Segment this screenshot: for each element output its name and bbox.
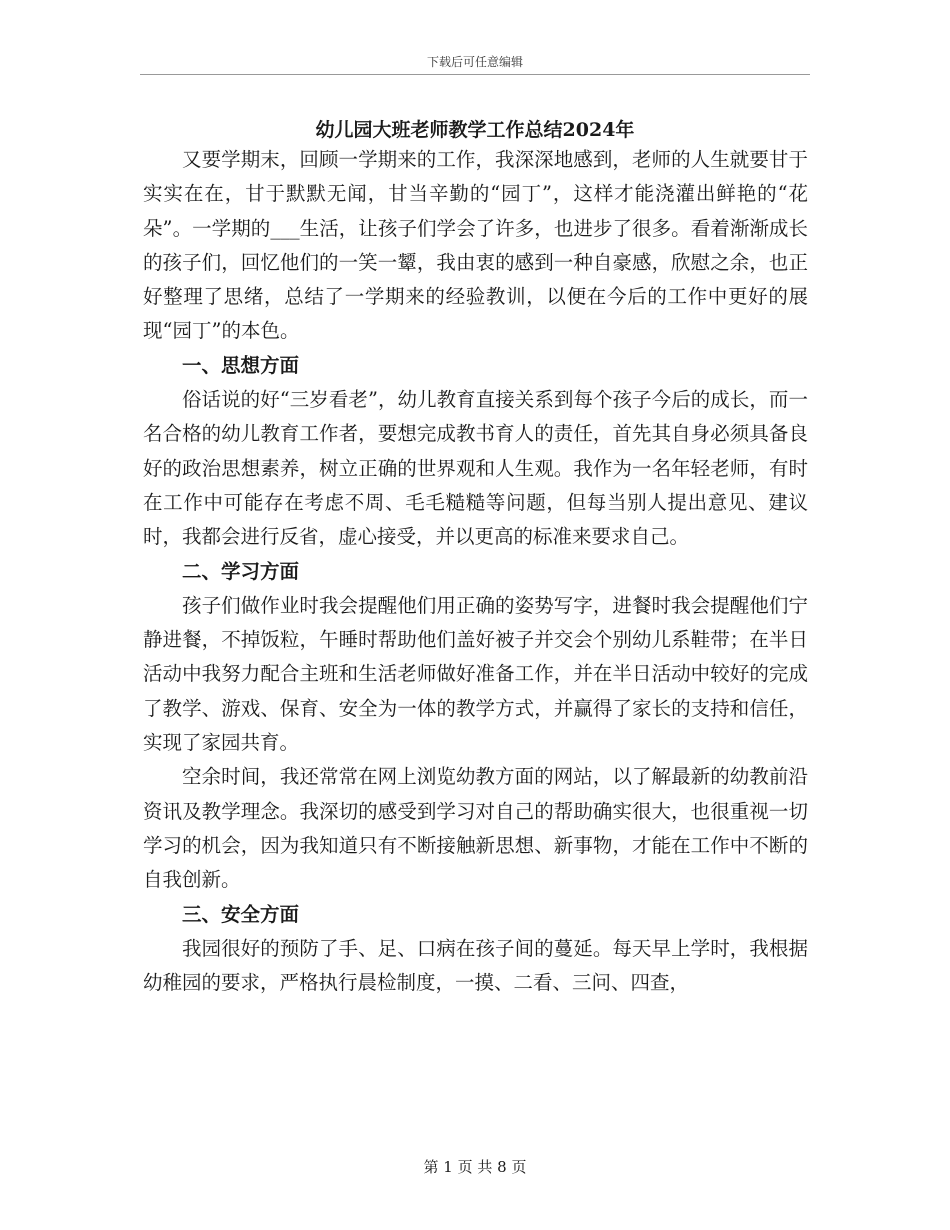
header-divider xyxy=(140,74,810,75)
section-paragraph: 我园很好的预防了手、足、口病在孩子间的蔓延。每天早上学时，我根据幼稚园的要求，严格执行晨检制度，一摸、二看、三问、四查， xyxy=(143,936,808,995)
section-heading-safety: 三、安全方面 xyxy=(182,902,300,926)
header-note: 下载后可任意编辑 xyxy=(426,55,523,69)
section-heading-thought: 一、思想方面 xyxy=(182,353,300,377)
section-paragraph: 俗话说的好“三岁看老”，幼儿教育直接关系到每个孩子今后的成长，而一名合格的幼儿教育工作者，要想完成教书育人的责任，首先其自身必须具备良好的政治思想素养，树立正确的世界观和人生观。我作为一名年轻老师，有时在工作中可能存在考虑不周、毛毛糙糙等问题，但每当别人提出意见、建议时，我都会进行反省，虚心接受，并以更高的标准来要求自己。 xyxy=(143,388,808,549)
section-paragraph: 空余时间，我还常常在网上浏览幼教方面的网站，以了解最新的幼教前沿资讯及教学理念。我深切的感受到学习对自己的帮助确实很大，也很重视一切学习的机会，因为我知道只有不断接触新思想、新事物，才能在工作中不断的自我创新。 xyxy=(143,765,808,892)
document-body xyxy=(143,143,808,1000)
page-number: 第 1 页 共 8 页 xyxy=(423,1158,527,1176)
document-title: 幼儿园大班老师教学工作总结2024年 xyxy=(315,119,635,141)
intro-paragraph: 又要学期末，回顾一学期来的工作，我深深地感到，老师的人生就要甘于实实在在，甘于默默无闻，甘当辛勤的“园丁”，这样才能浇灌出鲜艳的“花朵”。一学期的___生活，让孩子们学会了许多，也进步了很多。看着渐渐成长的孩子们，回忆他们的一笑一颦，我由衷的感到一种自豪感，欣慰之余，也正好整理了思绪，总结了一学期来的经验教训，以便在今后的工作中更好的展现“园丁”的本色。 xyxy=(143,148,808,343)
section-paragraph: 孩子们做作业时我会提醒他们用正确的姿势写字，进餐时我会提醒他们宁静进餐，不掉饭粒，午睡时帮助他们盖好被子并交会个别幼儿系鞋带；在半日活动中我努力配合主班和生活老师做好准备工作，并在半日活动中较好的完成了教学、游戏、保育、安全为一体的教学方式，并赢得了家长的支持和信任，实现了家园共育。 xyxy=(143,593,808,755)
section-heading-study: 二、学习方面 xyxy=(182,559,300,583)
